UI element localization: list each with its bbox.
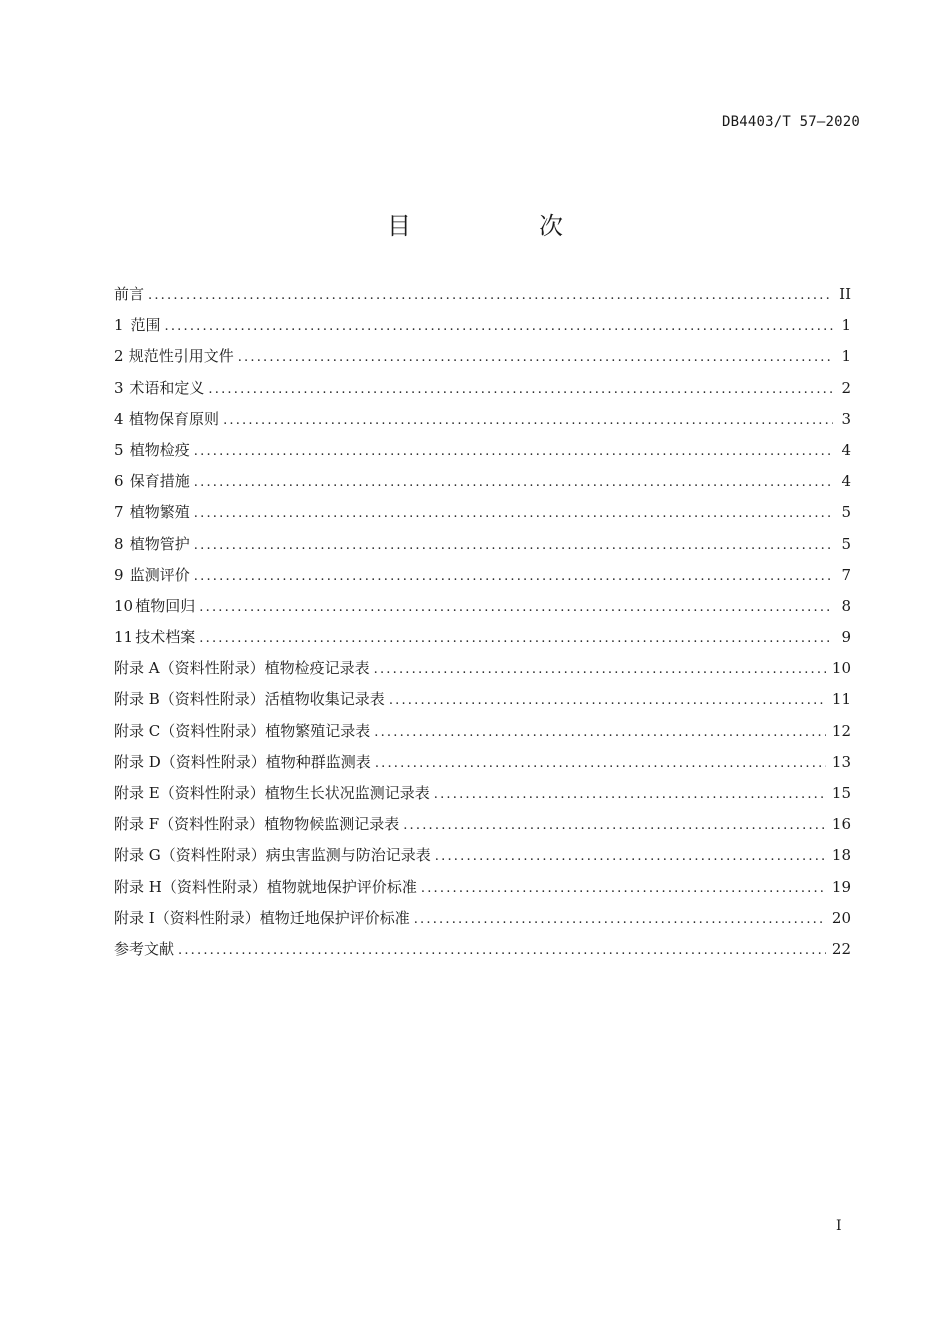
toc-dot-leader xyxy=(194,506,833,521)
toc-dot-leader xyxy=(435,849,826,864)
toc-dot-leader xyxy=(165,319,833,334)
toc-section-number: 4 xyxy=(114,409,124,428)
toc-page-number: 5 xyxy=(841,503,851,522)
toc-title: 目 次 xyxy=(387,212,615,240)
toc-page-number: 4 xyxy=(841,472,851,491)
toc-dot-leader xyxy=(194,538,833,553)
toc-section-number: 10 xyxy=(114,596,134,615)
toc-entry-label: 植物种群监测表 xyxy=(265,752,371,771)
toc-dot-leader xyxy=(238,350,833,365)
toc-page-number: 22 xyxy=(831,939,851,958)
toc-entry[interactable] xyxy=(114,501,851,532)
toc-entry[interactable] xyxy=(114,314,851,345)
toc-section-number: 8 xyxy=(114,534,124,553)
toc-appendix-prefix: 附录 I（资料性附录） xyxy=(114,908,260,927)
toc-entry[interactable] xyxy=(114,688,851,719)
toc-appendix-prefix: 附录 G（资料性附录） xyxy=(114,846,266,865)
toc-entry[interactable] xyxy=(114,470,851,501)
toc-entry[interactable] xyxy=(114,345,851,376)
toc-entry-label: 植物生长状况监测记录表 xyxy=(264,784,430,802)
toc-appendix-prefix: 附录 B（资料性附录） xyxy=(114,690,265,709)
toc-entry-label: 病虫害监测与防治记录表 xyxy=(265,846,431,865)
page-number: I xyxy=(836,1218,842,1234)
toc-entry[interactable] xyxy=(114,564,851,595)
toc-entry-label: 植物检疫 xyxy=(129,440,190,459)
toc-entry-label: 监测评价 xyxy=(129,565,190,584)
toc-appendix-prefix: 附录 F（资料性附录） xyxy=(114,815,265,834)
toc-appendix-prefix: 附录 E（资料性附录） xyxy=(114,784,265,802)
toc-page-number: 20 xyxy=(831,908,851,927)
toc-section-number: 7 xyxy=(114,503,124,522)
toc-page-number: 19 xyxy=(831,877,851,896)
toc-entry[interactable] xyxy=(114,439,851,470)
toc-dot-leader xyxy=(194,569,833,584)
toc-page-number: 15 xyxy=(831,784,851,802)
toc-entry[interactable] xyxy=(114,626,851,657)
table-of-contents xyxy=(114,283,851,969)
toc-section-number: 9 xyxy=(114,565,124,584)
toc-dot-leader xyxy=(421,881,826,896)
toc-page-number: 1 xyxy=(841,316,851,335)
toc-entry-label: 规范性引用文件 xyxy=(128,347,234,366)
toc-dot-leader xyxy=(178,943,826,958)
toc-dot-leader xyxy=(199,631,833,646)
toc-entry[interactable] xyxy=(114,657,851,688)
toc-section-number: 11 xyxy=(114,628,134,647)
toc-entry[interactable] xyxy=(114,595,851,626)
toc-entry[interactable] xyxy=(114,813,851,844)
toc-dot-leader xyxy=(375,756,826,771)
toc-page-number: 12 xyxy=(831,721,851,740)
toc-entry-label: 植物回归 xyxy=(135,596,196,615)
toc-entry-label: 术语和定义 xyxy=(129,378,205,397)
toc-dot-leader xyxy=(374,662,826,677)
toc-entry-label: 植物保育原则 xyxy=(129,409,220,428)
toc-page-number: 8 xyxy=(841,596,851,615)
toc-page-number: 7 xyxy=(841,565,851,584)
toc-dot-leader xyxy=(199,600,833,615)
toc-page-number: 11 xyxy=(831,690,851,709)
toc-dot-leader xyxy=(389,693,826,708)
standard-code: DB4403/T 57—2020 xyxy=(721,114,860,130)
toc-entry-label: 植物检疫记录表 xyxy=(264,659,370,678)
toc-page-number: 13 xyxy=(831,752,851,771)
toc-entry[interactable] xyxy=(114,907,851,938)
toc-entry[interactable] xyxy=(114,782,851,813)
toc-entry-label: 植物繁殖 xyxy=(129,503,190,522)
toc-appendix-prefix: 附录 H（资料性附录） xyxy=(114,877,267,896)
toc-dot-leader xyxy=(194,475,833,490)
toc-entry-label: 保育措施 xyxy=(129,472,190,491)
toc-entry[interactable] xyxy=(114,720,851,751)
toc-entry[interactable] xyxy=(114,751,851,782)
toc-page-number: 2 xyxy=(841,378,851,397)
toc-entry-label: 植物繁殖记录表 xyxy=(265,721,371,740)
toc-entry[interactable] xyxy=(114,408,851,439)
toc-entry-label: 植物管护 xyxy=(129,534,190,553)
toc-section-number: 1 xyxy=(114,316,124,335)
toc-entry-label: 技术档案 xyxy=(135,628,196,647)
toc-appendix-prefix: 附录 C（资料性附录） xyxy=(114,721,266,740)
toc-page-number: 4 xyxy=(841,440,851,459)
toc-appendix-prefix: 附录 D（资料性附录） xyxy=(114,752,266,771)
toc-section-number: 5 xyxy=(114,440,124,459)
toc-entry-label: 参考文献 xyxy=(114,939,175,958)
toc-section-number: 6 xyxy=(114,472,124,491)
toc-entry[interactable] xyxy=(114,533,851,564)
toc-page-number: 9 xyxy=(841,628,851,647)
toc-appendix-prefix: 附录 A（资料性附录） xyxy=(114,659,265,678)
toc-dot-leader xyxy=(374,725,826,740)
toc-dot-leader xyxy=(223,413,833,428)
toc-page-number: 5 xyxy=(841,534,851,553)
toc-entry[interactable] xyxy=(114,283,851,314)
toc-section-number: 3 xyxy=(114,378,124,397)
toc-dot-leader xyxy=(403,818,826,833)
toc-page-number: 1 xyxy=(841,347,851,366)
toc-entry[interactable] xyxy=(114,876,851,907)
toc-page-number: 3 xyxy=(841,409,851,428)
toc-entry-label: 植物迁地保护评价标准 xyxy=(259,908,410,927)
toc-dot-leader xyxy=(414,912,826,927)
toc-entry[interactable] xyxy=(114,377,851,408)
toc-entry-label: 植物就地保护评价标准 xyxy=(266,877,417,896)
toc-page-number: II xyxy=(839,285,851,303)
toc-entry-label: 植物物候监测记录表 xyxy=(264,815,400,834)
toc-section-number: 2 xyxy=(114,347,124,366)
toc-entry-label: 前言 xyxy=(114,285,145,303)
toc-page-number: 16 xyxy=(831,815,851,834)
toc-dot-leader xyxy=(434,787,826,802)
toc-entry[interactable] xyxy=(114,938,851,969)
toc-page-number: 10 xyxy=(831,659,851,678)
toc-entry-label: 活植物收集记录表 xyxy=(264,690,385,709)
toc-entry[interactable] xyxy=(114,844,851,875)
toc-entry-label: 范围 xyxy=(130,316,161,335)
toc-page-number: 18 xyxy=(831,846,851,865)
toc-dot-leader xyxy=(148,288,833,303)
toc-dot-leader xyxy=(194,444,833,459)
toc-dot-leader xyxy=(208,382,833,397)
